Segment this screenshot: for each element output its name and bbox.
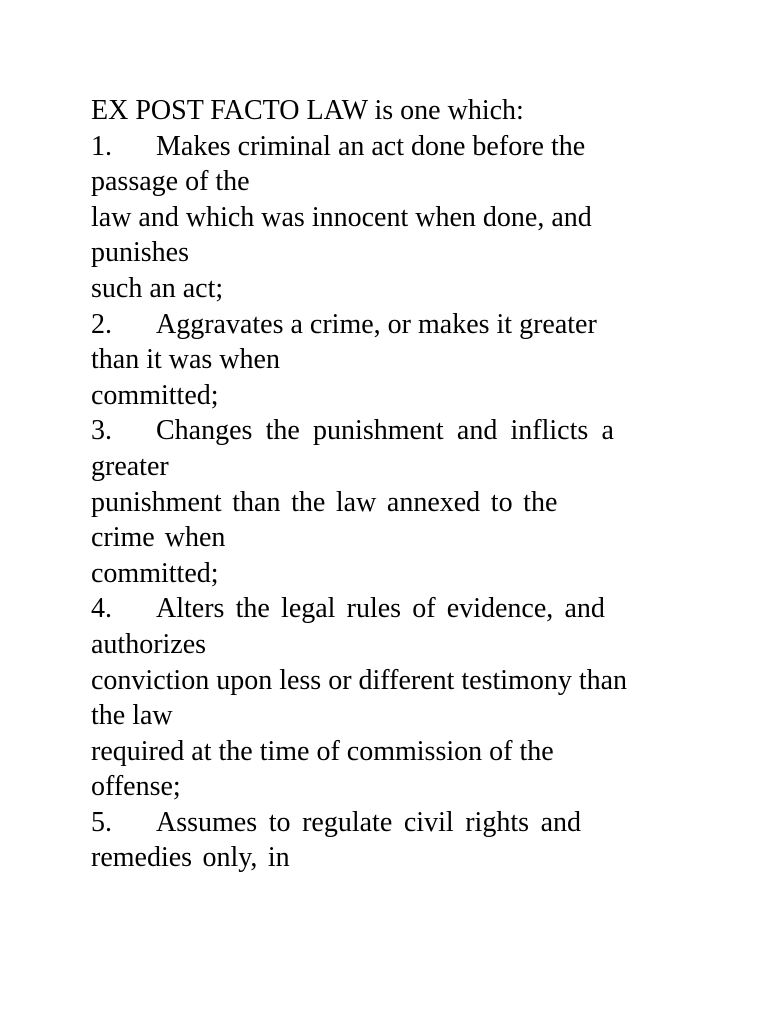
- line-text: offense;: [91, 771, 181, 803]
- text-line: [91, 200, 691, 236]
- line-text: committed;: [91, 379, 219, 411]
- line-text: law and which was innocent when done, and: [91, 201, 592, 233]
- document-text: [91, 93, 691, 876]
- line-text: Changes the punishment and inflicts a: [156, 415, 614, 447]
- text-line: [91, 805, 691, 841]
- line-text: Assumes to regulate civil rights and: [156, 806, 582, 838]
- line-text: Aggravates a crime, or makes it greater: [156, 308, 597, 340]
- text-line: [91, 840, 691, 876]
- text-line: [91, 342, 691, 378]
- text-line: [91, 235, 691, 271]
- text-line: [91, 627, 691, 663]
- text-line: [91, 378, 691, 414]
- list-number: 5.: [91, 806, 112, 838]
- text-line: [91, 734, 691, 770]
- line-text: punishment than the law annexed to the: [91, 486, 558, 518]
- line-text: remedies only, in: [91, 842, 290, 874]
- line-text: Alters the legal rules of evidence, and: [156, 593, 605, 625]
- list-number: 1.: [91, 130, 112, 162]
- text-line: [91, 93, 691, 129]
- text-line: [91, 413, 691, 449]
- line-text: the law: [91, 700, 173, 732]
- line-text: committed;: [91, 557, 219, 589]
- text-line: [91, 485, 691, 521]
- text-line: [91, 663, 691, 699]
- line-text: conviction upon less or different testimony than: [91, 664, 628, 696]
- line-text: such an act;: [91, 272, 224, 304]
- line-text: EX POST FACTO LAW is one which:: [91, 95, 524, 126]
- text-line: [91, 591, 691, 627]
- text-line: [91, 698, 691, 734]
- line-text: authorizes: [91, 628, 207, 660]
- list-number: 2.: [91, 308, 112, 340]
- text-line: [91, 129, 691, 165]
- line-text: crime when: [91, 522, 226, 554]
- text-line: [91, 520, 691, 556]
- text-line: [91, 449, 691, 485]
- list-number: 4.: [91, 593, 112, 625]
- text-line: [91, 556, 691, 592]
- text-line: [91, 769, 691, 805]
- text-line: [91, 164, 691, 200]
- line-text: Makes criminal an act done before the: [156, 130, 586, 162]
- line-text: than it was when: [91, 344, 280, 376]
- list-number: 3.: [91, 415, 112, 447]
- text-line: [91, 307, 691, 343]
- line-text: greater: [91, 450, 169, 482]
- line-text: punishes: [91, 237, 189, 269]
- line-text: passage of the: [91, 166, 250, 198]
- text-line: [91, 271, 691, 307]
- line-text: required at the time of commission of the: [91, 735, 554, 767]
